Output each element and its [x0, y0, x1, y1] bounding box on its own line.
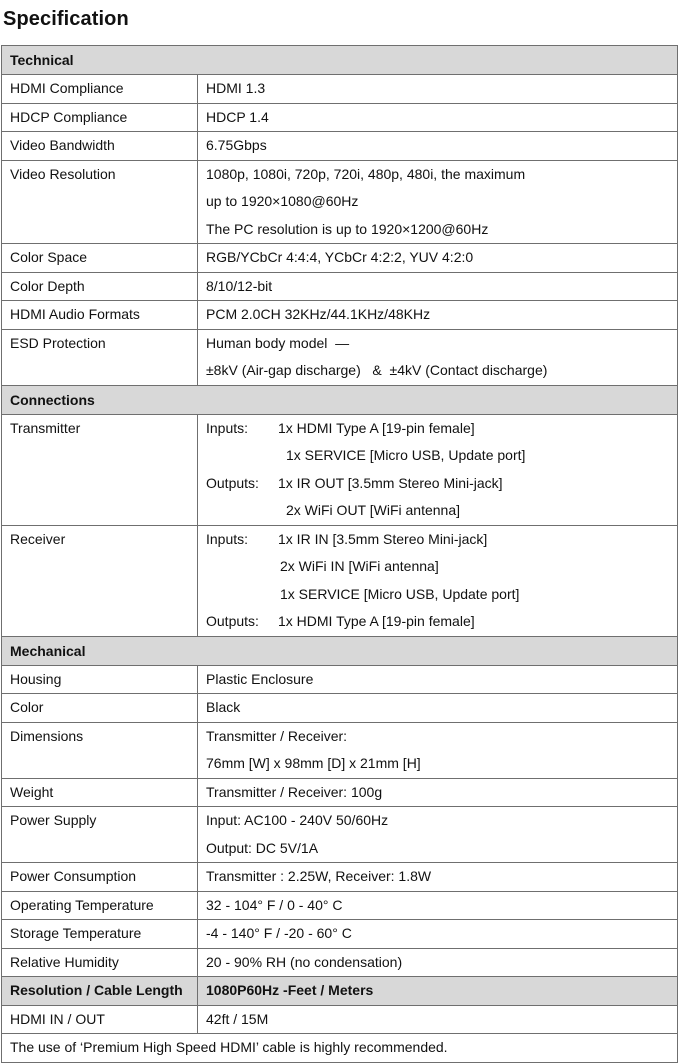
spec-row [2, 414, 678, 525]
spec-value-line: Output: DC 5V/1A [206, 839, 319, 856]
spec-row [2, 807, 678, 863]
spec-value-line: Input: AC100 - 240V 50/60Hz [206, 812, 389, 828]
spec-row [2, 1005, 678, 1034]
spec-value [198, 132, 678, 161]
spec-value [198, 863, 678, 892]
inputs-item: 1x IR IN [3.5mm Stereo Mini-jack] [278, 530, 488, 547]
spec-value [198, 807, 678, 863]
section-mechanical [2, 636, 678, 665]
outputs-item: 2x WiFi OUT [WiFi antenna] [286, 502, 461, 518]
section-title: Technical [2, 46, 678, 75]
inputs-line [206, 442, 669, 470]
spec-value [198, 272, 678, 301]
inputs-line [206, 553, 669, 581]
spec-value [198, 694, 678, 723]
spec-label: Video Resolution [2, 160, 198, 244]
outputs-line [206, 497, 669, 525]
spec-value-line: Plastic Enclosure [206, 670, 314, 687]
spec-row [2, 132, 678, 161]
outputs-label: Outputs: [206, 474, 259, 491]
spec-value-line: PCM 2.0CH 32KHz/44.1KHz/48KHz [206, 306, 431, 322]
spec-label: Video Bandwidth [2, 132, 198, 161]
outputs-line [206, 470, 669, 498]
outputs-label: Outputs: [206, 613, 259, 629]
footnote: The use of ‘Premium High Speed HDMI’ cable is highly recommended. [2, 1034, 678, 1063]
spec-value [198, 301, 678, 330]
spec-value-line: Black [206, 699, 241, 715]
cable-header-label: Resolution / Cable Length [2, 977, 198, 1006]
spec-row [2, 103, 678, 132]
spec-row [2, 75, 678, 104]
spec-row [2, 948, 678, 977]
spec-row [2, 722, 678, 778]
inputs-label: Inputs: [206, 419, 249, 436]
spec-row [2, 244, 678, 273]
spec-label: Power Consumption [2, 863, 198, 892]
spec-value-line: RGB/YCbCr 4:4:4, YCbCr 4:2:2, YUV 4:2:0 [206, 249, 474, 265]
spec-value-line: HDCP 1.4 [206, 108, 269, 125]
outputs-line [206, 608, 669, 636]
spec-value [198, 75, 678, 104]
spec-label: Color [2, 694, 198, 723]
spec-value-line: HDMI 1.3 [206, 80, 266, 96]
spec-value [198, 920, 678, 949]
spec-label: Receiver [2, 525, 198, 636]
specification-table [1, 45, 678, 1063]
section-title: Mechanical [2, 636, 678, 665]
spec-row [2, 863, 678, 892]
spec-label: HDMI Compliance [2, 75, 198, 104]
spec-value-line: 42ft / 15M [206, 1010, 269, 1027]
spec-value [198, 665, 678, 694]
section-technical [2, 46, 678, 75]
spec-value [198, 414, 678, 525]
spec-value-line: 6.75Gbps [206, 137, 267, 153]
spec-value [198, 103, 678, 132]
spec-value-line: The PC resolution is up to 1920×1200@60Hz [206, 220, 489, 237]
spec-label: Dimensions [2, 722, 198, 778]
spec-value-line: up to 1920×1080@60Hz [206, 193, 359, 209]
spec-value-line: 20 - 90% RH (no condensation) [206, 953, 403, 970]
spec-label: Power Supply [2, 807, 198, 863]
spec-value-line: 8/10/12-bit [206, 277, 273, 294]
spec-value-line: Transmitter : 2.25W, Receiver: 1.8W [206, 868, 432, 884]
spec-row [2, 525, 678, 636]
inputs-item: 1x SERVICE [Micro USB, Update port] [280, 585, 520, 602]
inputs-line [206, 581, 669, 609]
spec-value-line: 32 - 104° F / 0 - 40° C [206, 896, 343, 913]
spec-value-line: 76mm [W] x 98mm [D] x 21mm [H] [206, 755, 421, 771]
spec-label: ESD Protection [2, 329, 198, 385]
spec-value-line: ±8kV (Air-gap discharge) & ±4kV (Contact discharge) [206, 362, 548, 378]
spec-value-line: Transmitter / Receiver: [206, 727, 348, 744]
spec-value-line: Transmitter / Receiver: 100g [206, 783, 383, 800]
spec-label: Color Depth [2, 272, 198, 301]
spec-label: Storage Temperature [2, 920, 198, 949]
spec-value-line: Human body model — [206, 334, 350, 351]
spec-row [2, 694, 678, 723]
spec-row [2, 301, 678, 330]
spec-label: Operating Temperature [2, 891, 198, 920]
spec-value [198, 948, 678, 977]
spec-value [198, 160, 678, 244]
section-connections [2, 385, 678, 414]
outputs-item: 1x IR OUT [3.5mm Stereo Mini-jack] [278, 474, 503, 491]
spec-value [198, 244, 678, 273]
inputs-item: 1x SERVICE [Micro USB, Update port] [286, 447, 526, 463]
spec-row [2, 920, 678, 949]
page-title: Specification [3, 8, 129, 30]
spec-label: Housing [2, 665, 198, 694]
spec-label: Transmitter [2, 414, 198, 525]
spec-label: HDMI IN / OUT [2, 1005, 198, 1034]
spec-label: Weight [2, 778, 198, 807]
inputs-item: 1x HDMI Type A [19-pin female] [278, 419, 475, 436]
spec-value-line: 1080p, 1080i, 720p, 720i, 480p, 480i, the maximum [206, 165, 526, 182]
spec-value [198, 778, 678, 807]
inputs-line [206, 415, 669, 443]
spec-value [198, 329, 678, 385]
spec-value-line: -4 - 140° F / -20 - 60° C [206, 925, 352, 941]
section-title: Connections [2, 385, 678, 414]
inputs-line [206, 526, 669, 554]
section-cable-length [2, 977, 678, 1006]
spec-label: Relative Humidity [2, 948, 198, 977]
spec-value [198, 1005, 678, 1034]
spec-value [198, 722, 678, 778]
inputs-label: Inputs: [206, 530, 249, 547]
spec-row [2, 272, 678, 301]
spec-label: HDMI Audio Formats [2, 301, 198, 330]
spec-row [2, 665, 678, 694]
spec-value [198, 525, 678, 636]
outputs-item: 1x HDMI Type A [19-pin female] [278, 613, 475, 629]
spec-label: HDCP Compliance [2, 103, 198, 132]
spec-row [2, 160, 678, 244]
spec-value [198, 891, 678, 920]
inputs-item: 2x WiFi IN [WiFi antenna] [280, 558, 439, 574]
spec-label: Color Space [2, 244, 198, 273]
spec-row [2, 778, 678, 807]
spec-row [2, 891, 678, 920]
cable-header-value: 1080P60Hz -Feet / Meters [198, 977, 678, 1006]
spec-row [2, 329, 678, 385]
